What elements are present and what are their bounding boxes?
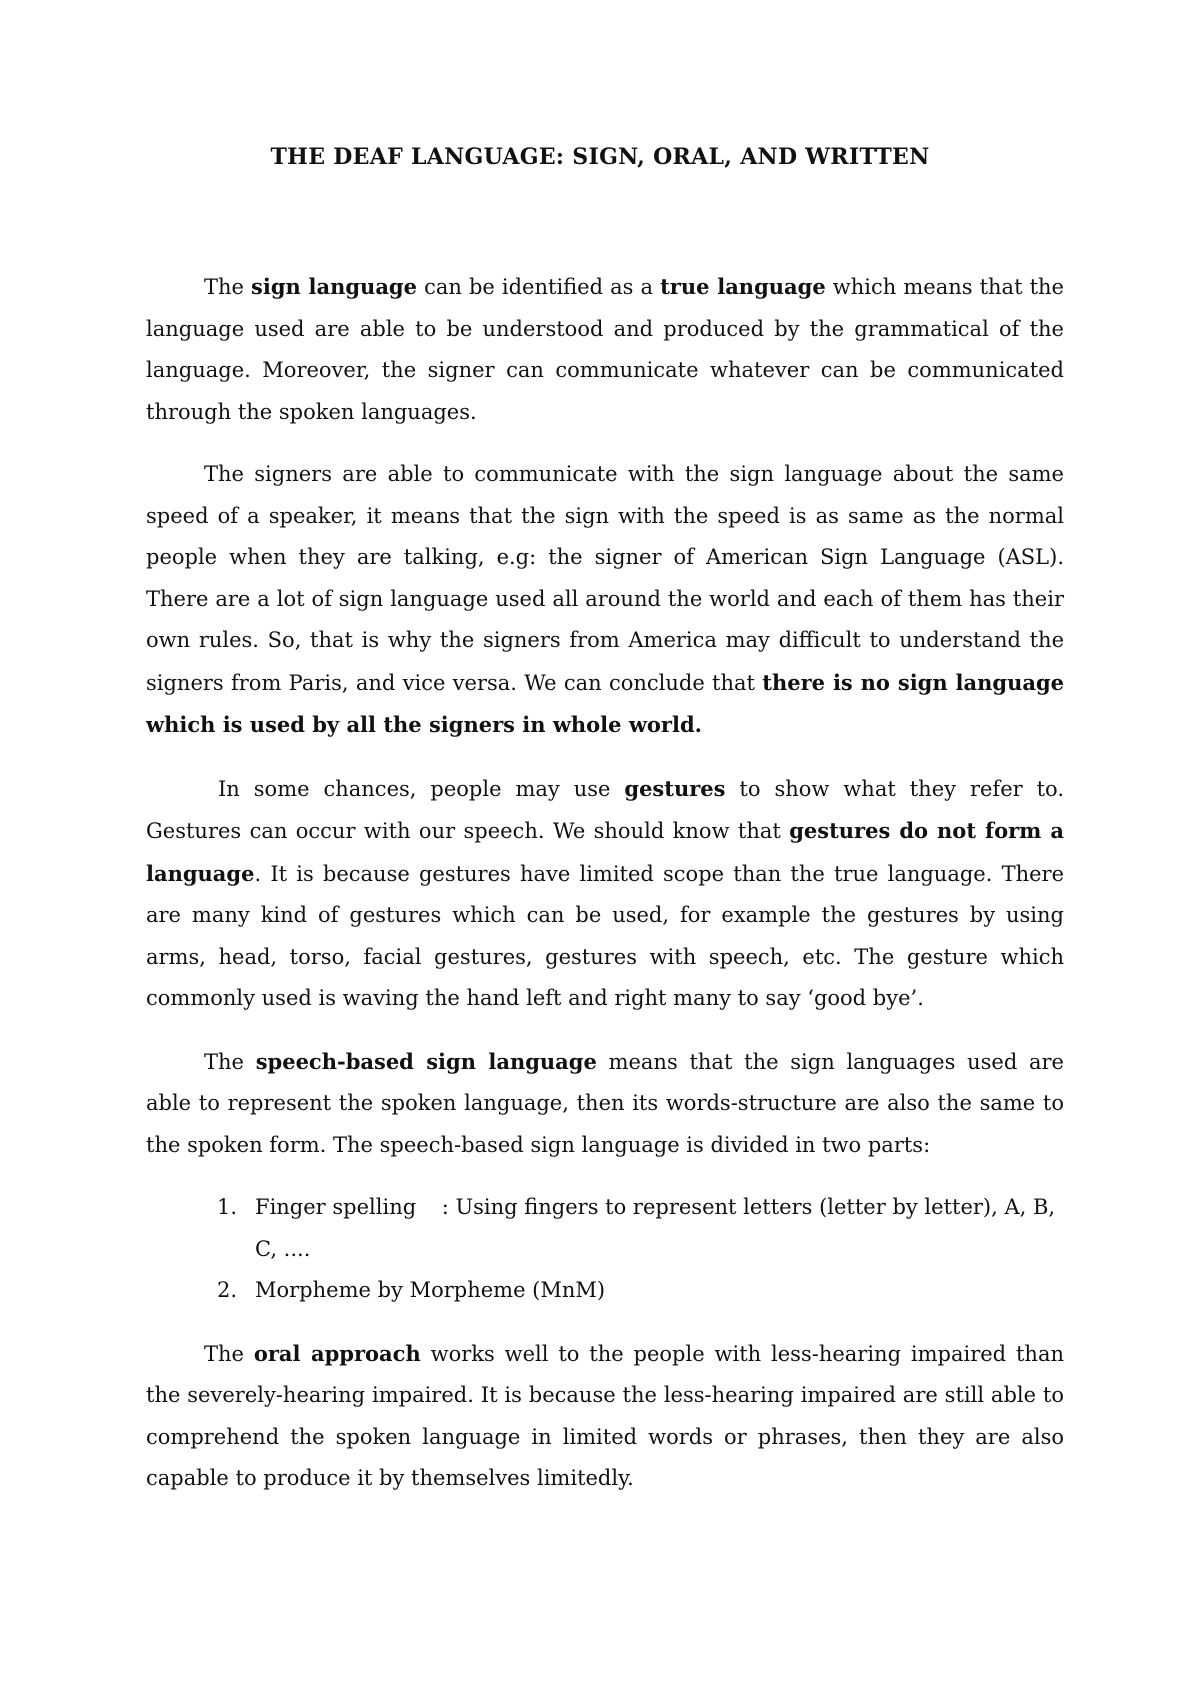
bold-term-speech-based: speech-based sign language xyxy=(255,1048,597,1074)
paragraph-sign-language xyxy=(146,266,1064,433)
text-run: In some chances, people may use xyxy=(218,776,625,801)
list-text: : Using fingers to represent letters (letter by letter), A, B, C, .... xyxy=(255,1195,1056,1261)
paragraph-speech-based xyxy=(146,1041,1064,1167)
list-number: 1. xyxy=(217,1195,238,1219)
paragraph-signers xyxy=(146,454,1064,747)
text-run: The xyxy=(204,1341,254,1366)
text-run: to show what they refer to. Gestures can occur with our speech. We should know that xyxy=(146,776,1064,843)
paragraph-oral-approach xyxy=(146,1333,1064,1500)
bold-term-true-language: true language xyxy=(660,274,826,299)
bold-term-sign-language: sign language xyxy=(251,274,417,299)
document-body xyxy=(146,266,1064,1521)
list-item xyxy=(146,1187,1064,1270)
list-number: 2. xyxy=(217,1278,238,1302)
text-run: can be identified as a xyxy=(416,275,661,299)
text-run: . It is because gestures have limited scope than the true language. There are many kind of gestures which can be used, for example the gestures by using arms, head, torso, facial gestures, gestures with speech, etc. The gesture which commonly used is waving the hand left and right many to say ‘good bye’. xyxy=(146,861,1064,1010)
text-run: which means that the language used are able to be understood and produced by the grammatical of the language. Moreover, the signer can communicate whatever can be communicated through the spoken languages. xyxy=(146,275,1064,424)
text-run: The signers are able to communicate with the sign language about the same speed of a speaker, it means that the sign with the speed is as same as the normal people when they are talking, e.g: the signer of American Sign Language (ASL). There are a lot of sign language used all around the world and each of them has their own rules. So, that is why the signers from America may difficult to understand the signers from Paris, and vice versa. We can conclude that xyxy=(146,462,1064,695)
text-run: The xyxy=(204,1049,256,1074)
text-run: The xyxy=(204,275,252,299)
list-item xyxy=(146,1270,1064,1312)
bold-gestures-not-language: gestures do not form a language xyxy=(146,818,1064,886)
bold-term-gestures: gestures xyxy=(624,775,726,801)
numbered-list xyxy=(146,1187,1064,1312)
paragraph-gestures xyxy=(146,768,1064,1020)
bold-term-oral-approach: oral approach xyxy=(253,1340,421,1366)
list-term: Finger spelling xyxy=(255,1195,417,1219)
list-term: Morpheme by Morpheme (MnM) xyxy=(255,1278,606,1302)
document-title: THE DEAF LANGUAGE: SIGN, ORAL, AND WRITTEN xyxy=(270,144,930,170)
bold-conclusion: there is no sign language which is used by all the signers in whole world. xyxy=(146,669,1064,737)
text-run: means that the sign languages used are able to represent the spoken language, then its words-structure are also the same to the spoken form. The speech-based sign language is divided in two parts: xyxy=(146,1049,1064,1157)
text-run: works well to the people with less-hearing impaired than the severely-hearing impaired. It is because the less-hearing impaired are still able to comprehend the spoken language in limited words or phrases, then they are also capable to produce it by themselves limitedly. xyxy=(146,1341,1064,1490)
